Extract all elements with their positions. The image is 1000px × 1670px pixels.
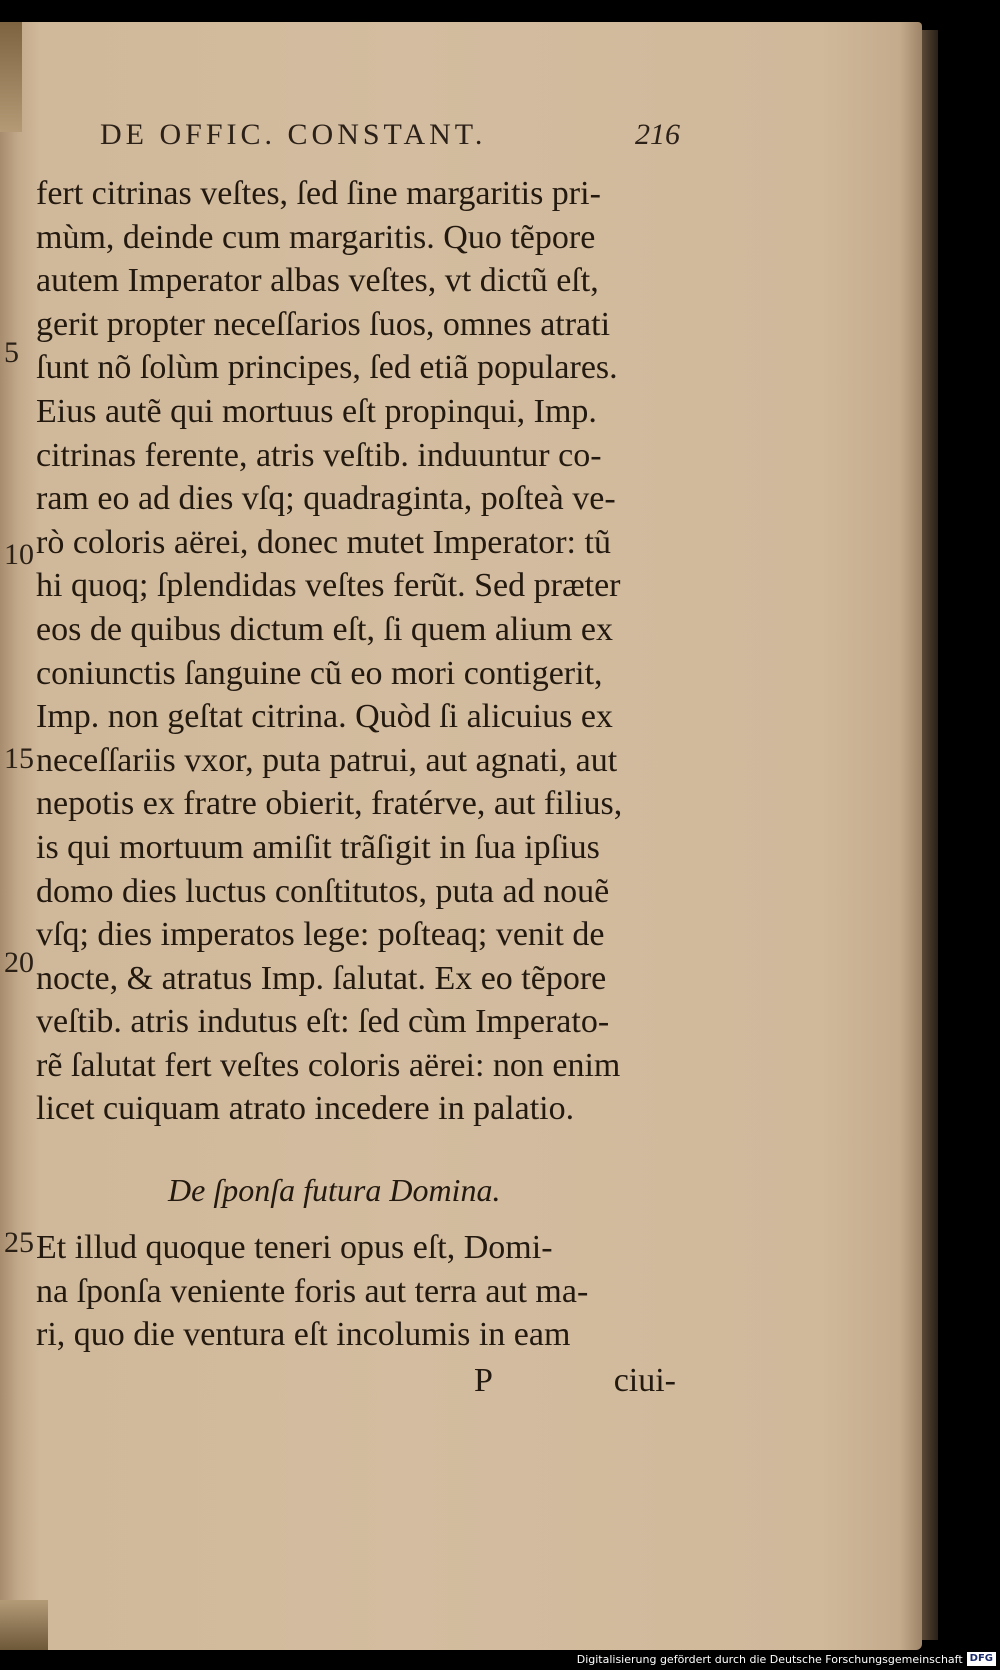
text-line: vſq; dies imperatos lege: poſteaq; venit de — [36, 916, 605, 954]
text-line: veſtib. atris indutus eſt: ſed cùm Imperato- — [36, 1003, 610, 1041]
digitization-footer — [577, 1650, 996, 1668]
line-number: 15 — [4, 742, 34, 775]
line-number: 5 — [4, 336, 19, 369]
text-line: ſunt nõ ſolùm principes, ſed etiã populares. — [36, 349, 618, 387]
running-header — [100, 118, 680, 158]
catchword: ciui- — [613, 1362, 676, 1399]
text-line: rẽ ſalutat fert veſtes coloris aërei: non enim — [36, 1046, 621, 1084]
text-line: mùm, deinde cum margaritis. Quo tẽpore — [36, 218, 596, 256]
text-line: fert citrinas veſtes, ſed ſine margaritis pri- — [36, 175, 601, 212]
footer-text: Digitalisierung gefördert durch die Deutsche Forschungsgemeinschaft — [576, 1652, 963, 1666]
line-number: 10 — [4, 538, 34, 571]
text-line: eos de quibus dictum eſt, ſi quem alium ex — [36, 610, 613, 648]
text-line: licet cuiquam atrato incedere in palatio. — [36, 1090, 575, 1128]
text-line: nepotis ex fratre obierit, fratérve, aut filius, — [36, 785, 623, 823]
text-line: rò coloris aërei, donec mutet Imperator: tũ — [36, 523, 611, 561]
text-line: Eius autẽ qui mortuus eſt propinqui, Imp. — [36, 392, 597, 430]
text-line: hi quoq; ſplendidas veſtes ferũt. Sed præter — [36, 567, 621, 605]
text-line: domo dies luctus conſtitutos, puta ad nouẽ — [36, 872, 610, 910]
text-line: is qui mortuum amiſit trãſigit in ſua ipſius — [36, 828, 600, 866]
binding-bottom — [0, 1600, 48, 1650]
running-title: DE OFFIC. CONSTANT. — [100, 118, 487, 151]
text-line: na ſponſa veniente foris aut terra aut ma- — [36, 1272, 589, 1310]
main-paragraph — [36, 172, 676, 1131]
page-edge-shadow — [922, 30, 938, 1640]
line-number: 20 — [4, 946, 34, 979]
binding-top — [0, 22, 22, 132]
text-line: coniunctis ſanguine cũ eo mori contigerit, — [36, 654, 603, 692]
page-number: 216 — [635, 118, 680, 151]
section-heading: De ſponſa futura Domina. — [168, 1172, 501, 1208]
text-line: autem Imperator albas veſtes, vt dictũ eſt, — [36, 262, 599, 300]
text-line: gerit propter neceſſarios ſuos, omnes atrati — [36, 305, 611, 343]
text-line: nocte, & atratus Imp. ſalutat. Ex eo tẽpore — [36, 959, 607, 997]
page-foot — [36, 1362, 676, 1404]
text-line: neceſſariis vxor, puta patrui, aut agnati, aut — [36, 741, 618, 779]
second-paragraph — [36, 1226, 676, 1357]
text-line: ri, quo die ventura eſt incolumis in eam — [36, 1316, 571, 1354]
text-line: citrinas ferente, atris veſtib. induuntur co- — [36, 436, 602, 474]
dfg-logo: DFG — [967, 1652, 996, 1666]
line-number: 25 — [4, 1226, 34, 1259]
text-line: ram eo ad dies vſq; quadraginta, poſteà ve- — [36, 480, 616, 518]
text-line: Imp. non geſtat citrina. Quòd ſi alicuius ex — [36, 698, 613, 736]
signature-mark: P — [474, 1362, 493, 1399]
text-line: Et illud quoque teneri opus eſt, Domi- — [36, 1229, 553, 1266]
